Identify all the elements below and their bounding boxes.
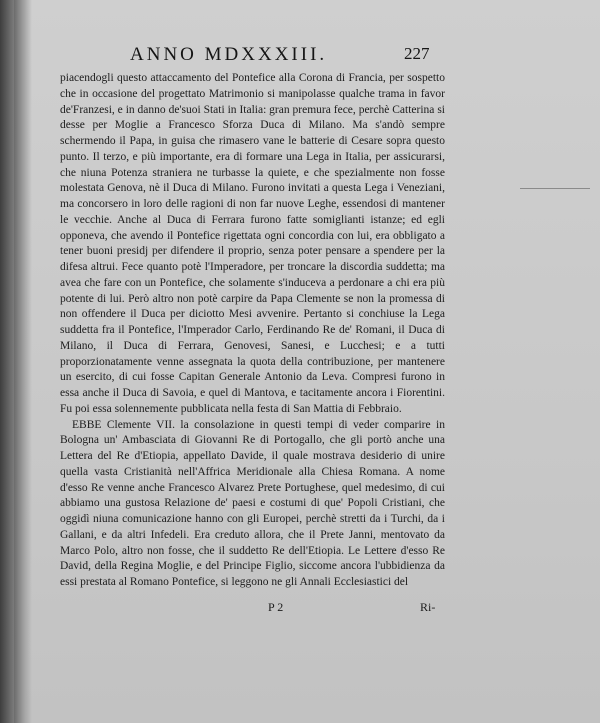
signature-mark: P 2 <box>268 600 284 614</box>
running-title: ANNO MDXXXIII. <box>130 44 328 65</box>
page-body-text <box>60 71 445 616</box>
page-gutter-shadow <box>14 0 32 723</box>
page-number: 227 <box>404 44 430 63</box>
catchword: Ri- <box>420 600 436 614</box>
paragraph-1: piacendogli questo attaccamento del Pontefice alla Corona di Francia, per sospetto che in occasione del progettato Matrimonio si manipolasse qualche trama in favor de'Franzesi, e in danno de'suoi Stati in Italia: gran premura fece, perchè Catterina si desse per Moglie a Francesco Sforza Duca di Milano. Ma s'andò sempre schermendo il Papa, in guisa che rimasero vane le batterie di Cesare sopra questo punto. Il terzo, e più importante, era di formare una Lega in Italia, per assicurarsi, che niuna Potenza straniera ne turbasse la quiete, e che spezialmente non fosse molestata Genova, nè il Duca di Milano. Furono invitati a questa Lega i Veneziani, ma concorsero in loro delle ragioni di non far nuove Leghe, essendosi di mantener le vecchie. Anche al Duca di Ferrara furono fatte somiglianti istanze; ed egli opponeva, che avendo il Pontefice rigettata ogni concordia con lui, era obbligato a tener buoni presidj per difendere il proprio, senza poter pensare a spendere per la difesa altrui. Fece quanto potè l'Imperadore, per troncare la discordia suddetta; ma avea che fare con un Pontefice, che solamente s'induceva a perdonare a chi era più potente di lui. Però altro non potè carpire da Papa Clemente se non la promessa di non offendere il Duca per diciotto Mesi avvenire. Pertanto si conchiuse la Lega suddetta fra il Pontefice, l'Imperador Carlo, Ferdinando Re de' Romani, il Duca di Milano, il Duca di Ferrara, Genovesi, Sanesi, e Lucchesi; e a tutti proporzionatamente venne assegnata la quota della contribuzione, per mantenere un esercito, di cui fosse Capitan Generale Antonio da Leva. Compresi furono in essa anche il Duca di Savoia, e quel di Mantova, e tacitamente ancora i Fiorentini. Fu poi essa solennemente pubblicata nella festa di San Mattia di Febbraio. <box>60 72 445 415</box>
paragraph-2: EBBE Clemente VII. la consolazione in questi tempi di veder comparire in Bologna un' Ambasciata di Giovanni Re di Portogallo, che gli portò anche una Lettera del Re d'Etiopia, appellato Davide, il quale mostrava desiderio di unire quella vasta Cristianità nell'Affrica Meridionale alla Chiesa Romana. A nome d'esso Re venne anche Francesco Alvarez Prete Portughese, quel medesimo, di cui abbiamo una gustosa Relazione de' paesi e costumi di que' Popoli Cristiani, che oggidì niuna comunicazione hanno con gli Europei, perchè stretti da i Turchi, da i Gallani, e da altri Infedeli. Era creduto allora, che il Prete Janni, mentovato da Marco Polo, altro non fosse, che il suddetto Re dell'Etiopia. Le Lettere d'esso Re David, della Regina Moglie, e del Principe Figlio, siccome ancora l'ubbidienza da essi prestata al Romano Pontefice, si leggono ne gli Annali Ecclesiastici del <box>60 418 445 588</box>
margin-mark <box>520 188 590 189</box>
